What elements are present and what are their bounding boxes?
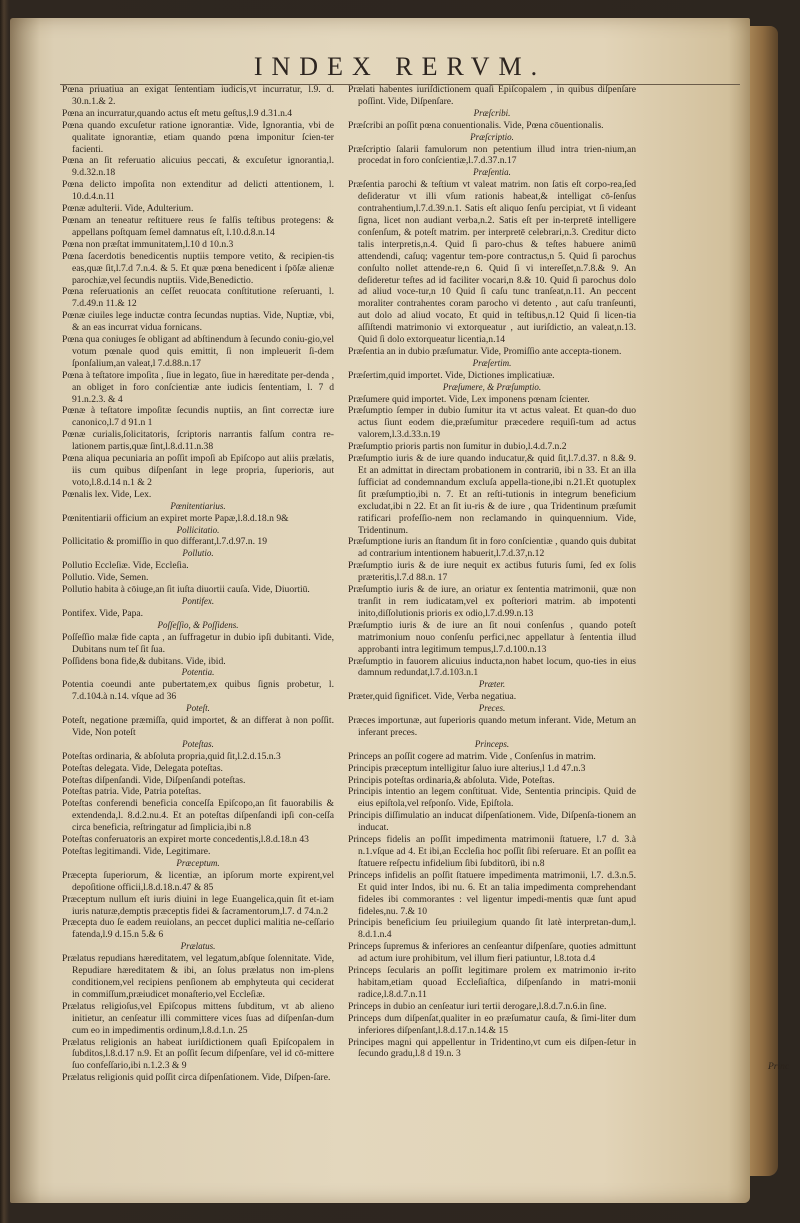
index-entry: Præſumptio prioris partis non ſumitur in dubio,l.4.d.7.n.2 — [348, 441, 567, 453]
index-entry: Poteſtas diſpenſandi. Vide, Diſpenſandi poteſtas. — [62, 774, 246, 786]
index-entry: Poteſtas patria. Vide, Patria poteſtas. — [62, 786, 202, 798]
index-entry: Pœna reſeruationis an ceſſet reuocata conſtitutione reſeruanti, l. 7.d.49.n 11.& 12 — [62, 286, 334, 310]
index-column-left — [62, 84, 334, 1084]
index-entry: Præſumptio ſemper in dubio ſumitur ita vt actus valeat. Et quan-do duo actus ſiunt eodem die,præſumitur præcedere requiſi-tum ad actus valorem,l.3.d.33.n.19 — [348, 405, 636, 441]
index-entry: Præcepta ſuperiorum, & licentiæ, an ipſorum morte expirent,vel depoſitione officii,l.8.d.18.n.47 & 85 — [62, 869, 334, 893]
spine-shadow — [10, 18, 40, 1203]
index-entry: Præſumptio iuris & de iure nequit ex actibus futuris ſumi, ſed ex ſolis præteritis,l.7.d 88.n. 17 — [348, 560, 636, 584]
index-section-heading: Poteſtas. — [182, 738, 214, 749]
index-section-heading: Præceptum. — [176, 857, 220, 868]
index-entry: Præſumere quid importet. Vide, Lex imponens pœnam ſcienter. — [348, 393, 590, 405]
index-section-heading: Præſcriptio. — [470, 131, 514, 142]
index-entry: Præcepta duo ſe eadem reuiolans, an peccet duplici malitia ne-ceſſario fatenda,l.9 d.15.n 5.& 6 — [62, 917, 334, 941]
index-entry: Principes magni qui appellentur in Tridentino,vt cum eis diſpen-ſetur in ſecundo gradu,l.8 d 19.n. 3 — [348, 1036, 636, 1060]
index-entry: Poteſtas conferuatoris an expiret morte concedentis,l.8.d.18.n 43 — [62, 834, 309, 846]
index-section-heading: Pollicitatio. — [176, 524, 220, 535]
index-entry: Princeps fidelis an poſſit impedimenta matrimonii ſtatuere, l.7 d. 3.à n.1.vſque ad 4. Et ibi,an Eccleſia hoc poſſit ſibi reſeruare. Et an poſſit ea ſtatuere reſpectu infidelium ſibi ſubditorū, ibi n.8 — [348, 834, 636, 869]
index-entry: Præſumptione iuris an ſtandum ſit in foro conſcientiæ , quando quis dubitat ad contrarium intentionem habuerit,l.7.d.37,n.12 — [348, 536, 636, 560]
page-heading: INDEX RERVM. — [253, 52, 547, 81]
index-section-heading: Pœnitentiarius. — [170, 500, 226, 511]
index-entry: Principis poteſtas ordinaria,& abſoluta. Vide, Poteſtas. — [348, 774, 555, 786]
index-entry: Principis diſſimulatio an inducat diſpenſationem. Vide, Diſpenſa-tionem an inducat. — [348, 810, 636, 834]
index-entry: Princeps in dubio an cenſeatur iuri tertii derogare,l.8.d.7.n.6.in ſine. — [348, 1000, 607, 1012]
index-entry: Pollutio. Vide, Semen. — [62, 572, 149, 584]
index-entry: Pœna ſacerdotis benedicentis nuptiis tempore vetito, & recipien-tis eas,quæ ſit,l.7.d 7.n.4. & 5. Et quæ pœna benedicent i ſpōſæ alienæ parochiæ,vel ſecundis nuptiis. Vide,Benedictio. — [62, 250, 334, 286]
catchword: Princ — [768, 1062, 790, 1072]
index-entry: Præſentia an in dubio præſumatur. Vide, Promiſſio ante accepta-tionem. — [348, 345, 622, 357]
index-section-heading: Præſcribi. — [473, 107, 511, 118]
index-entry: Pœna non præſtat immunitatem,l.10 d 10.n.3 — [62, 238, 234, 250]
index-entry: Pœnalis lex. Vide, Lex. — [62, 488, 152, 500]
index-entry: Principis præceptum intelligitur ſaluo iure alterius,l 1.d 47.n.3 — [348, 762, 586, 774]
index-entry: Prælati habentes iuriſdictionem quaſi Epiſcopalem , in quibus diſpenſare poſſint. Vide, Diſpenſare. — [348, 84, 636, 107]
index-entry: Poſſeſſio malæ fide capta , an ſuffragetur in dubio ipſi dubitanti. Vide, Dubitans num teſ ſit ſua. — [62, 631, 334, 655]
index-section-heading: Poteſt. — [186, 703, 210, 714]
index-section-heading: Princeps. — [474, 738, 510, 749]
index-entry: Præſentia parochi & teſtium vt valeat matrim. non ſatis eſt corpo-rea,ſed deſideratur vt illi vſum rationis habeat,& intelligat cō-ſenſus contrahentium,l.7.d.39.n.1. Satis eſt aliquo ſenſu percipiat, vt ſi videant ſigna, licet non audiant verba,n.2. Satis eſt per in-terpretē intelligere conſenſum, & poteſt matrim. per interpretē celebrari,n.3. Creditur dicto talis interpretis,n.4. Quid ſi paro-chus & teſtes habuere animū attendendi, caſuq; vagentur tem-pore contractus,n 5. Quid ſi parochus conſulto nollet attende-re,n 6. Quid ſi vi intereſſet,n.7.8.& 9. An deſideretur teſtes ad id faciliter vocari,n 8.& 10. Quid ſi parochus dolo ad aliud voce-tur,n 10 Quid ſi caſu tunc tranſeat,n.11. An peccent moraliter contrahentes coram parocho vi detento , aut caſu tranſeunti, aut dolo ad aliud vocato, Et quid in teſtibus,n.12 Quid ſi licen-tia aſſiſtendi matrimonio vi extorqueatur , aut iuriſdictio, an valeat,n.13. Quid ſi dolo extorqueatur licentia,n.14 — [348, 179, 636, 346]
index-entry: Præter,quid ſignificet. Vide, Verba negatiua. — [348, 691, 517, 703]
index-section-heading: Poſſeſſio, & Poſſidens. — [157, 619, 239, 630]
index-entry: Princeps infidelis an poſſit ſtatuere impedimenta matrimonii, l.7. d.3.n.5. Et quid inter Indos, ibi nu. 6. Et an talia impedimenta comprehendant fideles ibi commorantes : vel ligentur impedi-mentis quæ ſunt apud fideles,nu. 7.& 10 — [348, 869, 636, 917]
index-entry: Præſertim,quid importet. Vide, Dictiones implicatiuæ. — [348, 369, 555, 381]
index-entry: Pollicitatio & promiſſio in quo differant,l.7.d.97.n. 19 — [62, 536, 268, 548]
index-column-right — [348, 84, 636, 1060]
index-entry: Princeps dum diſpenſat,qualiter in eo præſumatur cauſa, & ſimi-liter dum inferiores diſpenſant,l.8.d.17.n.14.& 15 — [348, 1012, 636, 1036]
index-entry: Pœnæ ciuiles lege inductæ contra ſecundas nuptias. Vide, Nuptiæ, vbi, & an eas incurrat vidua fornicans. — [62, 310, 334, 334]
index-entry: Pœna quando excuſetur ratione ignorantiæ. Vide, Ignorantia, vbi de qualitate ignorantiæ, etiam quando pœna imponitur ſcien-ter facienti. — [62, 119, 334, 155]
index-entry: Princeps an poſſit cogere ad matrim. Vide , Conſenſus in matrim. — [348, 750, 596, 762]
index-entry: Pœna priuatiua an exigat ſententiam iudicis,vt incurratur, l.9. d. 30.n.1.& 2. — [62, 84, 334, 107]
index-entry: Pœnæ curialis,ſolicitatoris, ſcriptoris narrantis falſum contra re-lationem partis,quæ ſint,l.8.d.11.n.38 — [62, 429, 334, 453]
index-entry: Præſcribi an poſſit pœna conuentionalis. Vide, Pœna cōuentionalis. — [348, 119, 604, 131]
index-entry: Prælatus repudians hæreditatem, vel legatum,abſque ſolennitate. Vide, Repudiare hæreditatem & ibi, an ſolus prælatus non im-plens conditionem,vel recipiens penſionem ab emphyteuta qui ceciderat in commiſſum,præiudicet monaſterio,vel Eccleſiæ. — [62, 953, 334, 1000]
index-entry: Pœnitentiarii officium an expiret morte Papæ,l.8.d.18.n 9& — [62, 512, 289, 524]
index-section-heading: Pontifex. — [181, 595, 215, 606]
index-section-heading: Præſumere, & Præſumptio. — [442, 381, 542, 392]
index-section-heading: Præſentia. — [473, 167, 511, 178]
index-entry: Potentia coeundi ante pubertatem,ex quibus ſignis probetur, l. 7.d.104.à n.14. vſque ad 36 — [62, 679, 334, 703]
index-entry: Pœna à teſtatore impoſita , ſiue in legato, ſiue in hæreditate per-denda , an obliget in foro conſcientiæ ante iudicis ſententiam, l. 7 d 91.n.2.3. & 4 — [62, 369, 334, 405]
index-entry: Princeps ſecularis an poſſit legitimare prolem ex matrimonio ir-rito habitam,etiam quoad Eccleſiaſtica, diſpenſando in matri-monii radice,l.8.d.7.n.11 — [348, 965, 636, 1000]
index-entry: Pœna aliqua pecuniaria an poſſit impoſi ab Epiſcopo aut aliis prælatis, iis cum quibus diſpenſant in lege propria, ſuperioris, aut voto,l.8.d.14 n.1 & 2 — [62, 453, 334, 488]
index-entry: Præſcriptio ſalarii famulorum non petentium illud intra trien-nium,an procedat in foro conſcientiæ,l.7.d.37.n.17 — [348, 143, 636, 167]
index-entry: Pontifex. Vide, Papa. — [62, 607, 144, 619]
index-section-heading: Præter. — [478, 679, 506, 690]
index-entry: Pollutio Eccleſiæ. Vide, Eccleſia. — [62, 560, 189, 572]
index-section-heading: Preces. — [478, 703, 506, 714]
index-entry: Præſumptio iuris & de iure, an oriatur ex ſententia matrimonii, quæ non tranſit in rem iudicatam,vel ex poſteriori matrim. ab impotenti inito,diſſolutionis prioris ex odio,l.7.d.99.n.13 — [348, 584, 636, 619]
index-entry: Præceptum nullum eſt iuris diuini in lege Euangelica,quin ſit et-iam iuris naturæ,demptis præceptis fidei & ſacramentorum,l.7. d 74.n.2 — [62, 893, 334, 917]
index-section-heading: Pollutio. — [182, 548, 214, 559]
index-entry: Præſumptio iuris & de iure an ſit noui conſenſus , quando poteſt matrimonium nouo conſenſu perfici,nec appellatur à ſententia illud approbanti intra legitimum tempus,l.7.d.100.n.13 — [348, 619, 636, 655]
index-entry: Præſumptio iuris & de iure quando inducatur,& quid ſit,l.7.d.37. n 8.& 9. Et an admittat in directam probationem in contrariū, ibi n 33. Et an illa ſufficiat ad condemnandum excluſa appella-tione,ibi n.21.Et quotuplex ſit præſumptio,ibi n. 7. Et an reſti-tutionis in integrum beneficium excludat,ibi n 22. Et an ſit iu-ris & de iure , qua Tridentinum præſumit ratificari profeſſio-nem non reclamando in quinquennium. Vide, Tridentinum. — [348, 453, 636, 536]
index-entry: Principis intentio an legem conſtituat. Vide, Sententia principis. Quid de eius epiſtola,vel reſponſo. Vide, Epiſtola. — [348, 786, 636, 810]
index-section-heading: Potentia. — [181, 667, 215, 678]
index-entry: Pœnæ adulterii. Vide, Adulterium. — [62, 203, 194, 215]
index-entry: Pœnam an teneatur reſtituere reus ſe falſis teſtibus protegens: & appellans poſtquam ſemel damnatus eſt, l.10.d.8.n.14 — [62, 214, 334, 238]
index-entry: Prælatus religioſus,vel Epiſcopus mittens ſubditum, vt ab alieno initietur, an cenſeatur illi committere vices ſuas ad diſpenſan-dum cum eo in impedimentis ordinum,l.8.d.1.n. 25 — [62, 1000, 334, 1036]
page-fore-edge — [748, 26, 778, 1176]
index-section-heading: Prælatus. — [180, 941, 216, 952]
index-entry: Prælatus religionis an habeat iuriſdictionem quaſi Epiſcopalem in ſubditos,l.8.d.17 n.9. Et an poſſit ſecum diſpenſare, vel id cō-mittere ſuo confeſſario,ibi n.1.2.3 & 9 — [62, 1036, 334, 1072]
index-entry: Poſſidens bona fide,& dubitans. Vide, ibid. — [62, 655, 226, 667]
index-entry: Pœna delicto impoſita non extenditur ad delicti attentionem, l. 10.d.4.n.11 — [62, 179, 334, 203]
index-entry: Præces importunæ, aut ſuperioris quando metum inferant. Vide, Metum an inferant preces. — [348, 715, 636, 738]
index-entry: Principis beneficium ſeu priuilegium quando ſit latè interpretan-dum,l. 8.d.1.n.4 — [348, 917, 636, 941]
index-entry: Poteſtas delegata. Vide, Delegata poteſtas. — [62, 762, 223, 774]
index-entry: Pollutio habita à cōiuge,an ſit iuſta diuortii cauſa. Vide, Diuortiū. — [62, 584, 310, 596]
index-entry: Princeps ſupremus & inferiores an cenſeantur diſpenſare, quoties admittunt ad actum iure prohibitum, vel illum fieri patiuntur, l.8.tota d.4 — [348, 941, 636, 965]
index-entry: Poteſt, negatione præmiſſa, quid importet, & an differat à non poſſit. Vide, Non poteſt — [62, 715, 334, 738]
index-entry: Pœna an incurratur,quando actus eſt metu geſtus,l.9 d.31.n.4 — [62, 107, 293, 119]
index-section-heading: Præſertim. — [472, 357, 512, 368]
index-entry: Poteſtas conferendi beneficia conceſſa Epiſcopo,an ſit fauorabilis & extendenda,l. 8.d.2.nu.4. Et an poteſtas diſpenſandi ipſi con-ceſſa circa beneficia, reſtringatur ad ſimplicia,ibi n.8 — [62, 798, 334, 834]
index-entry: Pœna qua coniuges ſe obligant ad abſtinendum à ſecundo coniu-gio,vel votum pœnale quod quis emittit, ſi non impleuerit ſi-dem ſponſalium,an valeat,l 7.d.88.n.17 — [62, 334, 334, 369]
index-entry: Prælatus religionis quid poſſit circa diſpenſationem. Vide, Diſpen-ſare. — [62, 1072, 331, 1084]
index-entry: Poteſtas legitimandi. Vide, Legitimare. — [62, 846, 211, 857]
index-entry: Pœnæ à teſtatore impoſitæ ſecundis nuptiis, an ſint correctæ iure canonico,l.7 d 91.n 1 — [62, 405, 334, 429]
index-entry: Poteſtas ordinaria, & abſoluta propria,quid ſit,l.2.d.15.n.3 — [62, 750, 281, 762]
index-entry: Præſumptio in fauorem alicuius inducta,non habet locum, quo-ties in eius damnum redundat,l.7.d.103.n.1 — [348, 655, 636, 679]
index-entry: Pœna an ſit referuatio alicuius peccati, & excuſetur ignorantia,l. 9.d.32.n.18 — [62, 155, 334, 179]
